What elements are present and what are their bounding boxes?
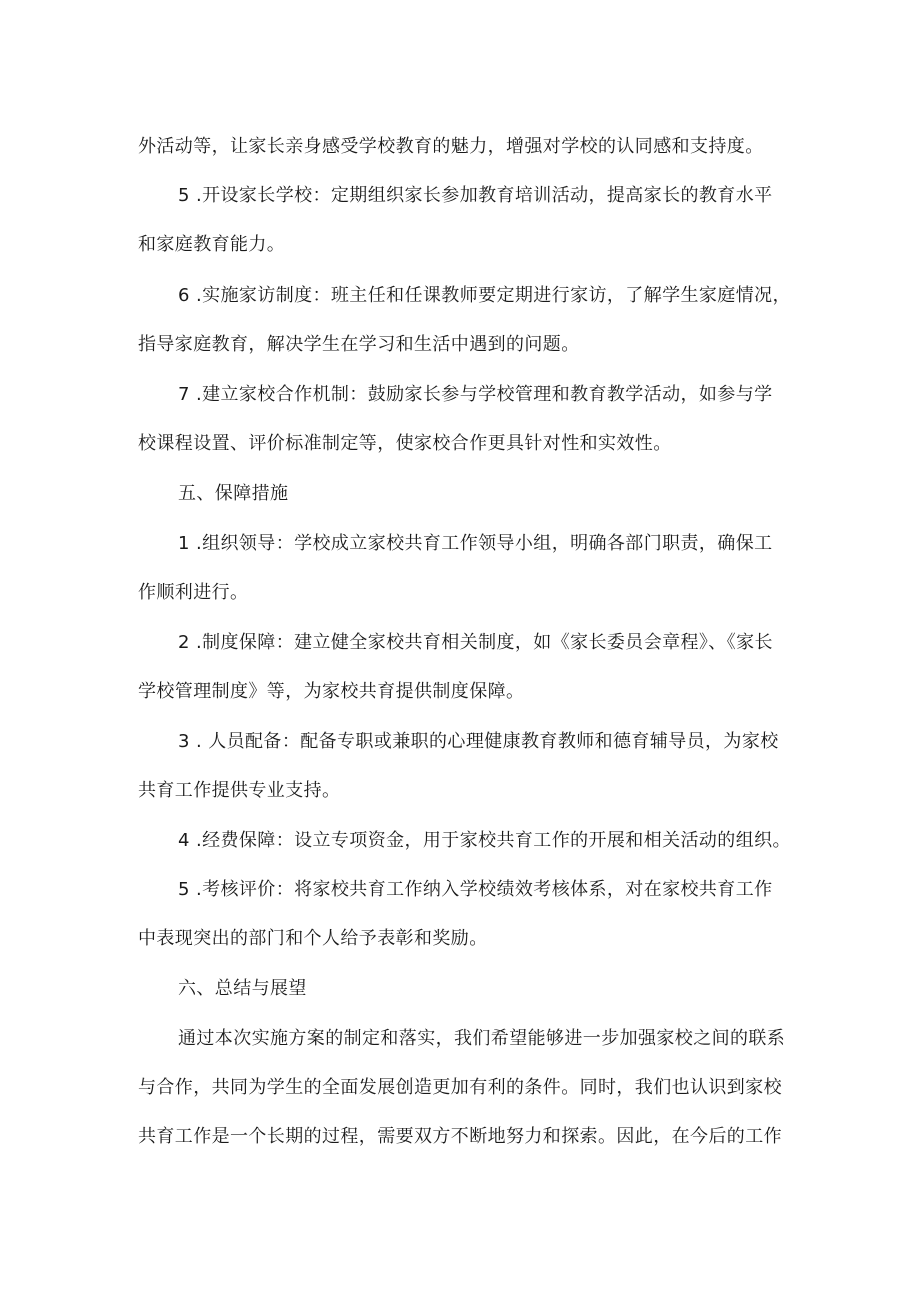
list-item-2-system-guarantee: 2 .制度保障：建立健全家校共育相关制度，如《家长委员会章程》、《家长 bbox=[178, 632, 773, 653]
text-line: 校课程设置、评价标准制定等，使家校合作更具针对性和实效性。 bbox=[138, 433, 672, 454]
text-line: 中表现突出的部门和个人给予表彰和奖励。 bbox=[138, 928, 488, 949]
text-line: 指导家庭教育，解决学生在学习和生活中遇到的问题。 bbox=[138, 334, 580, 355]
list-item-3-staffing: 3 . 人员配备：配备专职或兼职的心理健康教育教师和德育辅导员，为家校 bbox=[178, 731, 779, 752]
section-heading-guarantee-measures: 五、保障措施 bbox=[178, 483, 289, 504]
text-line: 外活动等，让家长亲身感受学校教育的魅力，增强对学校的认同感和支持度。 bbox=[138, 136, 764, 157]
paragraph-line: 共育工作是一个长期的过程，需要双方不断地努力和探索。因此，在今后的工作 bbox=[138, 1126, 782, 1147]
paragraph-line: 与合作，共同为学生的全面发展创造更加有利的条件。同时，我们也认识到家校 bbox=[138, 1077, 782, 1098]
text-line: 作顺利进行。 bbox=[138, 582, 249, 603]
text-line: 和家庭教育能力。 bbox=[138, 234, 286, 255]
text-line: 学校管理制度》等，为家校共育提供制度保障。 bbox=[138, 681, 525, 702]
section-heading-summary-outlook: 六、总结与展望 bbox=[178, 978, 307, 999]
list-item-1-organization-leadership: 1 .组织领导：学校成立家校共育工作领导小组，明确各部门职责，确保工 bbox=[178, 533, 773, 554]
list-item-4-funding: 4 .经费保障：设立专项资金，用于家校共育工作的开展和相关活动的组织。 bbox=[178, 830, 791, 851]
list-item-6-home-visits: 6 .实施家访制度：班主任和任课教师要定期进行家访，了解学生家庭情况， bbox=[178, 285, 791, 306]
list-item-5-assessment: 5 .考核评价：将家校共育工作纳入学校绩效考核体系，对在家校共育工作 bbox=[178, 879, 773, 900]
list-item-7-cooperation-mechanism: 7 .建立家校合作机制：鼓励家长参与学校管理和教育教学活动，如参与学 bbox=[178, 384, 773, 405]
paragraph-line: 通过本次实施方案的制定和落实，我们希望能够进一步加强家校之间的联系 bbox=[178, 1028, 786, 1049]
text-line: 共育工作提供专业支持。 bbox=[138, 780, 341, 801]
list-item-5-open-parent-school: 5 .开设家长学校：定期组织家长参加教育培训活动，提高家长的教育水平 bbox=[178, 185, 773, 206]
